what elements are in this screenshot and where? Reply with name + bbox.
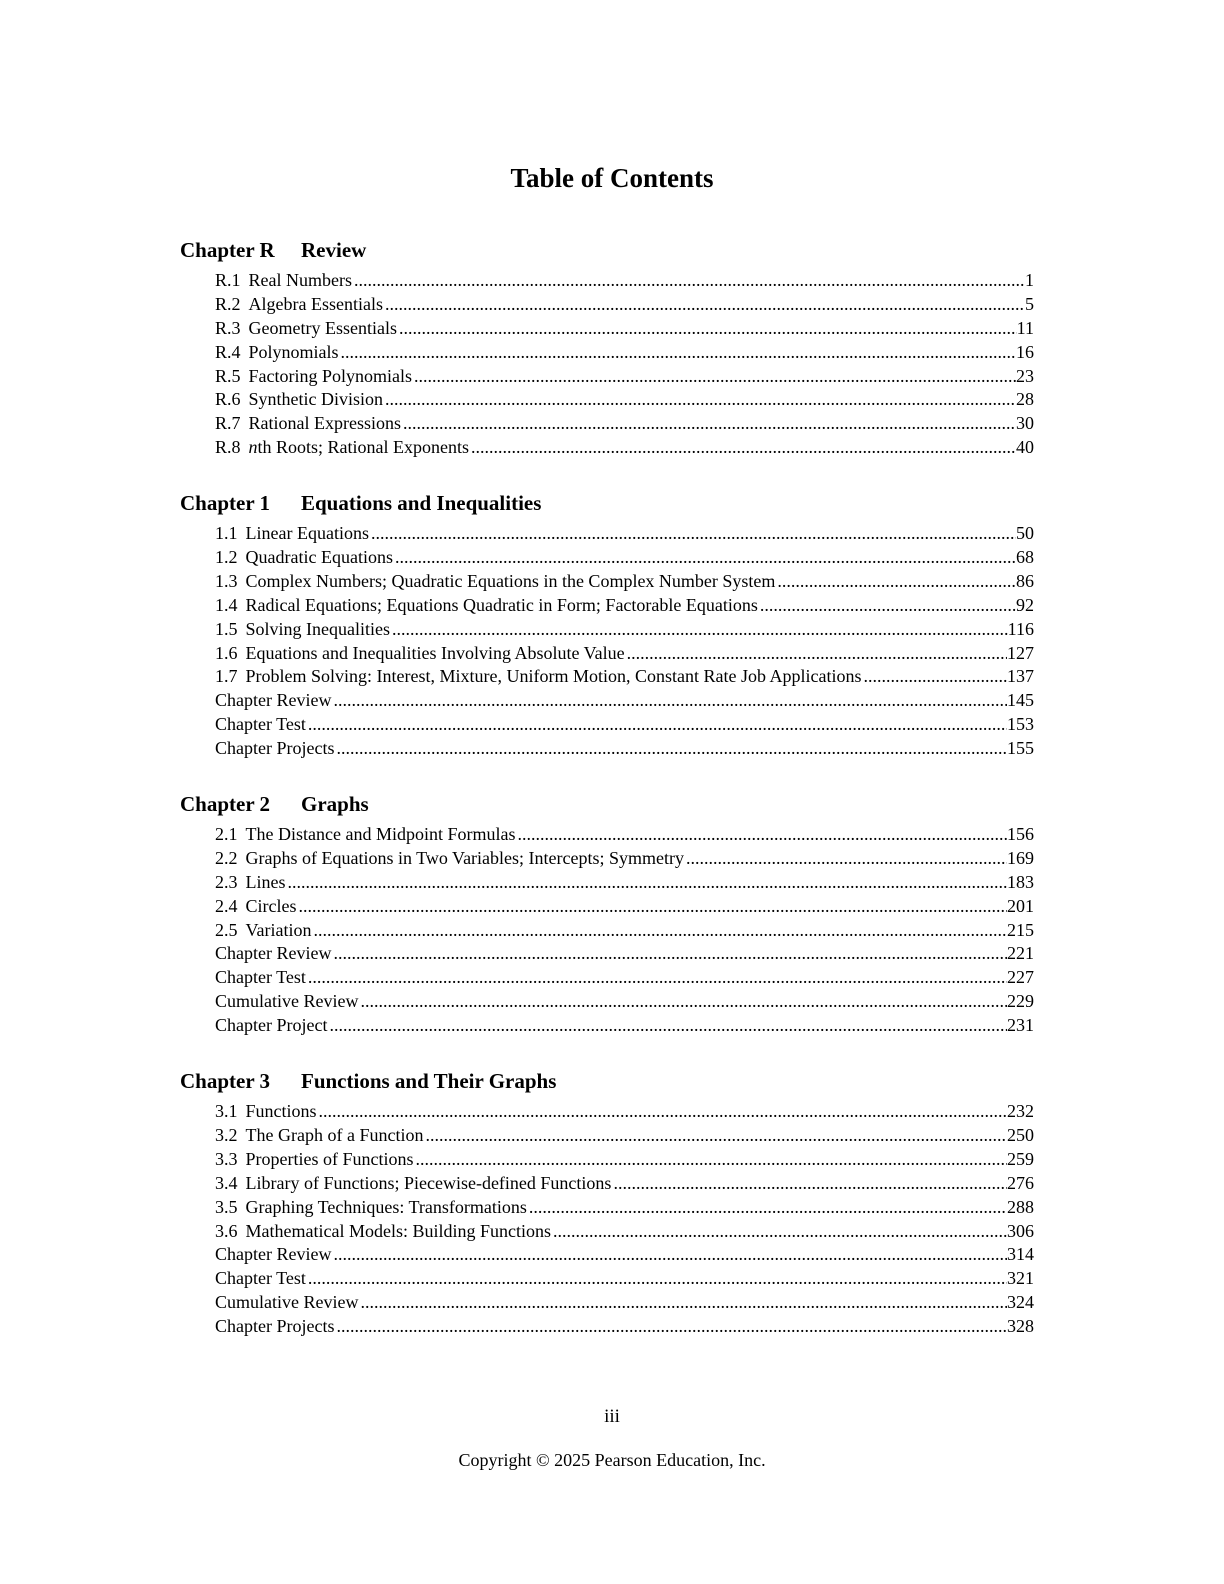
toc-entry[interactable] bbox=[215, 966, 1034, 990]
toc-entry[interactable] bbox=[215, 1148, 1034, 1172]
page-ref: 276 bbox=[1007, 1172, 1034, 1193]
page-ref: 40 bbox=[1016, 437, 1034, 458]
section-title: Problem Solving: Interest, Mixture, Uniform Motion, Constant Rate Job Applications bbox=[245, 666, 862, 687]
chapter-number: Chapter 2 bbox=[180, 792, 271, 817]
toc-entry[interactable] bbox=[215, 665, 1034, 689]
toc-entry[interactable] bbox=[215, 713, 1034, 737]
section-title: Chapter Test bbox=[215, 1268, 306, 1289]
page-number: iii bbox=[604, 1406, 620, 1427]
section-number: 1.4 bbox=[215, 594, 238, 615]
toc-entry[interactable] bbox=[215, 269, 1034, 293]
dot-leader bbox=[390, 618, 1008, 642]
toc-entry[interactable] bbox=[215, 293, 1034, 317]
toc-entry[interactable] bbox=[215, 1172, 1034, 1196]
section-number: 1.3 bbox=[215, 570, 238, 591]
toc-entry[interactable] bbox=[215, 895, 1034, 919]
toc-entry[interactable] bbox=[215, 1196, 1034, 1220]
toc-entry[interactable] bbox=[215, 1291, 1034, 1315]
dot-leader bbox=[515, 823, 1007, 847]
section-number: 3.3 bbox=[215, 1148, 238, 1169]
page-ref: 137 bbox=[1007, 666, 1034, 687]
section-title: Library of Functions; Piecewise-defined Functions bbox=[245, 1172, 612, 1193]
chapter-number: Chapter 3 bbox=[180, 1069, 271, 1094]
toc-entry[interactable] bbox=[215, 689, 1034, 713]
page-ref: 153 bbox=[1007, 714, 1034, 735]
section-title: Chapter Test bbox=[215, 967, 306, 988]
section-number: 3.6 bbox=[215, 1220, 238, 1241]
page-ref: 227 bbox=[1007, 967, 1034, 988]
section-number: 3.4 bbox=[215, 1172, 238, 1193]
page-ref: 23 bbox=[1016, 365, 1034, 386]
section-title: Chapter Projects bbox=[215, 738, 335, 759]
page-ref: 183 bbox=[1007, 871, 1034, 892]
chapter-heading bbox=[180, 788, 1034, 820]
section-number: R.6 bbox=[215, 389, 241, 410]
section-title: Solving Inequalities bbox=[245, 618, 390, 639]
section-title: Geometry Essentials bbox=[248, 317, 397, 338]
dot-leader bbox=[369, 522, 1016, 546]
page-ref: 321 bbox=[1007, 1268, 1034, 1289]
section-title: Radical Equations; Equations Quadratic in Form; Factorable Equations bbox=[245, 594, 758, 615]
dot-leader bbox=[334, 1315, 1007, 1339]
dot-leader bbox=[358, 1291, 1007, 1315]
page-ref: 50 bbox=[1016, 523, 1034, 544]
section-title: Graphs of Equations in Two Variables; Intercepts; Symmetry bbox=[245, 847, 684, 868]
italic-variable: n bbox=[248, 437, 258, 458]
page-ref: 11 bbox=[1016, 317, 1034, 338]
chapter-1 bbox=[180, 487, 1034, 761]
toc-entry[interactable] bbox=[215, 1014, 1034, 1038]
toc-entry[interactable] bbox=[215, 522, 1034, 546]
chapter-entries bbox=[215, 823, 1034, 1038]
table-of-contents bbox=[180, 234, 1034, 1366]
dot-leader bbox=[334, 737, 1007, 761]
section-number: R.8 bbox=[215, 437, 241, 458]
section-title: Linear Equations bbox=[245, 523, 369, 544]
dot-leader bbox=[317, 1100, 1007, 1124]
dot-leader bbox=[401, 412, 1016, 436]
section-number: 2.5 bbox=[215, 919, 238, 940]
toc-entry[interactable] bbox=[215, 412, 1034, 436]
toc-entry[interactable] bbox=[215, 823, 1034, 847]
toc-entry[interactable] bbox=[215, 847, 1034, 871]
chapter-entries bbox=[215, 1100, 1034, 1339]
page-ref: 221 bbox=[1007, 943, 1034, 964]
page-ref: 145 bbox=[1007, 690, 1034, 711]
section-title: Chapter Review bbox=[215, 690, 332, 711]
page-ref: 231 bbox=[1007, 1015, 1034, 1036]
toc-entry[interactable] bbox=[215, 1220, 1034, 1244]
section-title-rest: th Roots; Rational Exponents bbox=[257, 437, 470, 458]
section-number: R.2 bbox=[215, 293, 241, 314]
section-number: R.1 bbox=[215, 270, 241, 290]
toc-entry[interactable] bbox=[215, 365, 1034, 389]
section-number: 2.2 bbox=[215, 847, 238, 868]
section-title: Lines bbox=[245, 871, 286, 892]
section-title: Real Numbers bbox=[248, 270, 352, 290]
page-ref: 250 bbox=[1007, 1124, 1034, 1145]
dot-leader bbox=[775, 570, 1016, 594]
section-title: Chapter Test bbox=[215, 714, 306, 735]
toc-entry[interactable] bbox=[215, 1315, 1034, 1339]
toc-entry[interactable] bbox=[215, 546, 1034, 570]
page-ref: 314 bbox=[1007, 1244, 1034, 1265]
page-ref: 86 bbox=[1016, 570, 1034, 591]
dot-leader bbox=[527, 1196, 1007, 1220]
toc-entry[interactable] bbox=[215, 1124, 1034, 1148]
section-title: Chapter Review bbox=[215, 1244, 332, 1265]
chapter-title: Functions and Their Graphs bbox=[301, 1069, 557, 1094]
section-title: Synthetic Division bbox=[248, 389, 384, 410]
page-ref: 306 bbox=[1007, 1220, 1034, 1241]
copyright-notice: Copyright © 2025 Pearson Education, Inc. bbox=[458, 1450, 766, 1470]
page-ref: 127 bbox=[1007, 642, 1034, 663]
dot-leader bbox=[331, 942, 1007, 966]
toc-entry[interactable] bbox=[215, 871, 1034, 895]
toc-entry[interactable] bbox=[215, 919, 1034, 943]
section-number: R.7 bbox=[215, 413, 241, 434]
page-ref: 169 bbox=[1007, 847, 1034, 868]
chapter-number: Chapter 1 bbox=[180, 491, 271, 516]
section-title: The Graph of a Function bbox=[245, 1124, 424, 1145]
toc-entry[interactable] bbox=[215, 594, 1034, 618]
chapter-entries bbox=[215, 269, 1034, 460]
section-title: Mathematical Models: Building Functions bbox=[245, 1220, 551, 1241]
page-ref: 259 bbox=[1007, 1148, 1034, 1169]
toc-entry[interactable] bbox=[215, 388, 1034, 412]
dot-leader bbox=[397, 317, 1017, 341]
toc-entry[interactable] bbox=[215, 1243, 1034, 1267]
section-title: Cumulative Review bbox=[215, 991, 359, 1012]
toc-entry[interactable] bbox=[215, 1267, 1034, 1291]
page-ref: 156 bbox=[1007, 824, 1034, 845]
section-title: Chapter Projects bbox=[215, 1316, 335, 1337]
section-title: Chapter Project bbox=[215, 1015, 328, 1036]
page-ref: 201 bbox=[1007, 895, 1034, 916]
dot-leader bbox=[393, 546, 1016, 570]
section-number: 2.4 bbox=[215, 895, 238, 916]
section-number: 1.6 bbox=[215, 642, 238, 663]
page-ref: 288 bbox=[1007, 1196, 1034, 1217]
page-ref: 229 bbox=[1007, 991, 1034, 1012]
section-title: Quadratic Equations bbox=[245, 547, 393, 568]
toc-entry[interactable] bbox=[215, 990, 1034, 1014]
toc-entry[interactable] bbox=[215, 436, 1034, 460]
dot-leader bbox=[383, 293, 1025, 317]
page-ref: 1 bbox=[1025, 270, 1034, 290]
chapter-3 bbox=[180, 1065, 1034, 1339]
toc-entry[interactable] bbox=[215, 737, 1034, 761]
dot-leader bbox=[625, 642, 1007, 666]
dot-leader bbox=[339, 341, 1016, 365]
chapter-heading bbox=[180, 487, 1034, 519]
section-title: The Distance and Midpoint Formulas bbox=[245, 824, 516, 845]
chapter-number: Chapter R bbox=[180, 238, 275, 262]
page-ref: 232 bbox=[1007, 1101, 1034, 1122]
dot-leader bbox=[551, 1220, 1007, 1244]
dot-leader bbox=[861, 665, 1007, 689]
dot-leader bbox=[352, 269, 1025, 293]
chapter-r bbox=[180, 234, 1034, 460]
section-number: R.4 bbox=[215, 341, 241, 362]
section-number: 1.5 bbox=[215, 618, 238, 639]
page-ref: 155 bbox=[1007, 738, 1034, 759]
dot-leader bbox=[327, 1014, 1007, 1038]
section-title bbox=[249, 436, 470, 460]
dot-leader bbox=[358, 990, 1007, 1014]
page-ref: 92 bbox=[1016, 594, 1034, 615]
page-title: Table of Contents bbox=[510, 163, 714, 194]
chapter-2 bbox=[180, 788, 1034, 1038]
section-title: Circles bbox=[245, 895, 297, 916]
toc-entry[interactable] bbox=[215, 642, 1034, 666]
toc-entry[interactable] bbox=[215, 317, 1034, 341]
toc-entry[interactable] bbox=[215, 1100, 1034, 1124]
dot-leader bbox=[383, 388, 1016, 412]
page-ref: 68 bbox=[1016, 547, 1034, 568]
dot-leader bbox=[306, 966, 1007, 990]
section-title: Functions bbox=[245, 1101, 317, 1122]
page-ref: 328 bbox=[1007, 1316, 1034, 1337]
page-ref: 5 bbox=[1025, 293, 1034, 314]
section-title: Graphing Techniques: Transformations bbox=[245, 1196, 527, 1217]
dot-leader bbox=[297, 895, 1008, 919]
toc-entry[interactable] bbox=[215, 942, 1034, 966]
section-title: Factoring Polynomials bbox=[248, 365, 413, 386]
section-number: R.5 bbox=[215, 365, 241, 386]
dot-leader bbox=[306, 713, 1007, 737]
page-ref: 116 bbox=[1007, 618, 1034, 639]
section-title: Polynomials bbox=[248, 341, 339, 362]
section-title: Complex Numbers; Quadratic Equations in the Complex Number System bbox=[245, 570, 776, 591]
section-number: R.3 bbox=[215, 317, 241, 338]
toc-entry[interactable] bbox=[215, 570, 1034, 594]
section-number: 2.3 bbox=[215, 871, 238, 892]
page-ref: 30 bbox=[1016, 413, 1034, 434]
section-title: Equations and Inequalities Involving Absolute Value bbox=[245, 642, 625, 663]
chapter-heading bbox=[180, 1065, 1034, 1097]
section-number: 3.5 bbox=[215, 1196, 238, 1217]
dot-leader bbox=[412, 365, 1016, 389]
page-ref: 28 bbox=[1016, 389, 1034, 410]
chapter-title: Graphs bbox=[301, 792, 369, 817]
section-title: Algebra Essentials bbox=[248, 293, 383, 314]
chapter-heading bbox=[180, 234, 1034, 266]
page-ref: 16 bbox=[1016, 341, 1034, 362]
chapter-title: Equations and Inequalities bbox=[301, 491, 542, 516]
dot-leader bbox=[306, 1267, 1007, 1291]
dot-leader bbox=[286, 871, 1008, 895]
dot-leader bbox=[423, 1124, 1007, 1148]
section-number: 2.1 bbox=[215, 824, 238, 845]
chapter-title: Review bbox=[301, 238, 367, 262]
dot-leader bbox=[331, 1243, 1007, 1267]
section-title: Chapter Review bbox=[215, 943, 332, 964]
page-ref: 215 bbox=[1007, 919, 1034, 940]
section-title: Properties of Functions bbox=[245, 1148, 414, 1169]
section-number: 1.1 bbox=[215, 523, 238, 544]
section-title: Rational Expressions bbox=[248, 413, 401, 434]
chapter-entries bbox=[215, 522, 1034, 761]
section-number: 3.1 bbox=[215, 1101, 238, 1122]
section-number: 3.2 bbox=[215, 1124, 238, 1145]
section-title: Cumulative Review bbox=[215, 1292, 359, 1313]
dot-leader bbox=[311, 919, 1007, 943]
dot-leader bbox=[469, 436, 1016, 460]
dot-leader bbox=[758, 594, 1016, 618]
dot-leader bbox=[331, 689, 1007, 713]
section-number: 1.2 bbox=[215, 547, 238, 568]
toc-entry[interactable] bbox=[215, 618, 1034, 642]
section-title: Variation bbox=[245, 919, 312, 940]
section-number: 1.7 bbox=[215, 666, 238, 687]
dot-leader bbox=[611, 1172, 1007, 1196]
toc-entry[interactable] bbox=[215, 341, 1034, 365]
dot-leader bbox=[684, 847, 1007, 871]
dot-leader bbox=[414, 1148, 1008, 1172]
page-ref: 324 bbox=[1007, 1292, 1034, 1313]
